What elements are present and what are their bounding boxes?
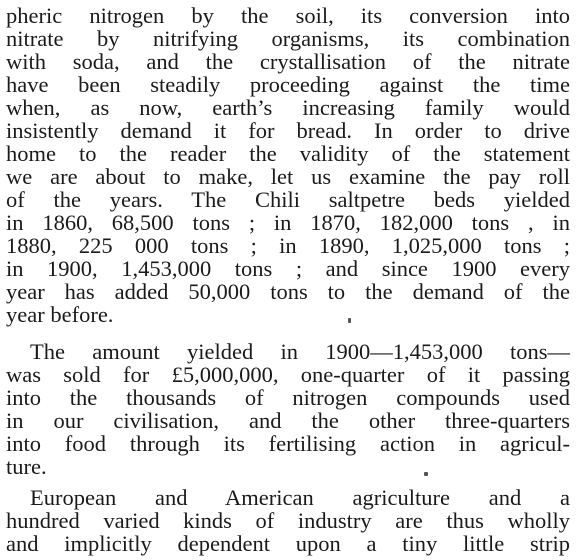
text-line: hundred varied kinds of industry are thus wholly <box>6 508 570 533</box>
text-line: when, as now, earth’s increasing family would <box>6 95 570 120</box>
text-line: we are about to make, let us examine the pay roll <box>6 164 570 189</box>
text-line: have been steadily proceeding against the time <box>6 72 570 97</box>
text-line: in 1900, 1,453,000 tons ; and since 1900 every <box>6 256 570 281</box>
text-line: ture. <box>6 454 47 479</box>
text-line: home to the reader the validity of the statement <box>6 141 570 166</box>
print-speck <box>348 318 351 323</box>
text-line: 1880, 225 000 tons ; in 1890, 1,025,000 tons ; <box>6 233 570 258</box>
text-line: European and American agriculture and a <box>30 485 570 510</box>
text-line: year has added 50,000 tons to the demand of the <box>6 279 570 304</box>
text-line: with soda, and the crystallisation of the nitrate <box>6 49 570 74</box>
print-speck <box>424 472 428 476</box>
text-line: into food through its fertilising action in agricul- <box>6 431 570 456</box>
text-line: of the years. The Chili saltpetre beds yielded <box>6 187 570 212</box>
text-line: into the thousands of nitrogen compounds used <box>6 385 570 410</box>
text-line: The amount yielded in 1900—1,453,000 tons— <box>30 339 570 364</box>
text-line: insistently demand it for bread. In order to drive <box>6 118 570 143</box>
text-line: and implicitly dependent upon a tiny little strip <box>6 531 570 556</box>
text-line: nitrate by nitrifying organisms, its combination <box>6 26 570 51</box>
text-line: in our civilisation, and the other three-quarters <box>6 408 570 433</box>
text-line: year before. <box>6 302 114 327</box>
text-line: in 1860, 68,500 tons ; in 1870, 182,000 tons , in <box>6 210 570 235</box>
text-line: was sold for £5,000,000, one-quarter of it passing <box>6 362 570 387</box>
text-line: pheric nitrogen by the soil, its conversion into <box>6 3 570 28</box>
